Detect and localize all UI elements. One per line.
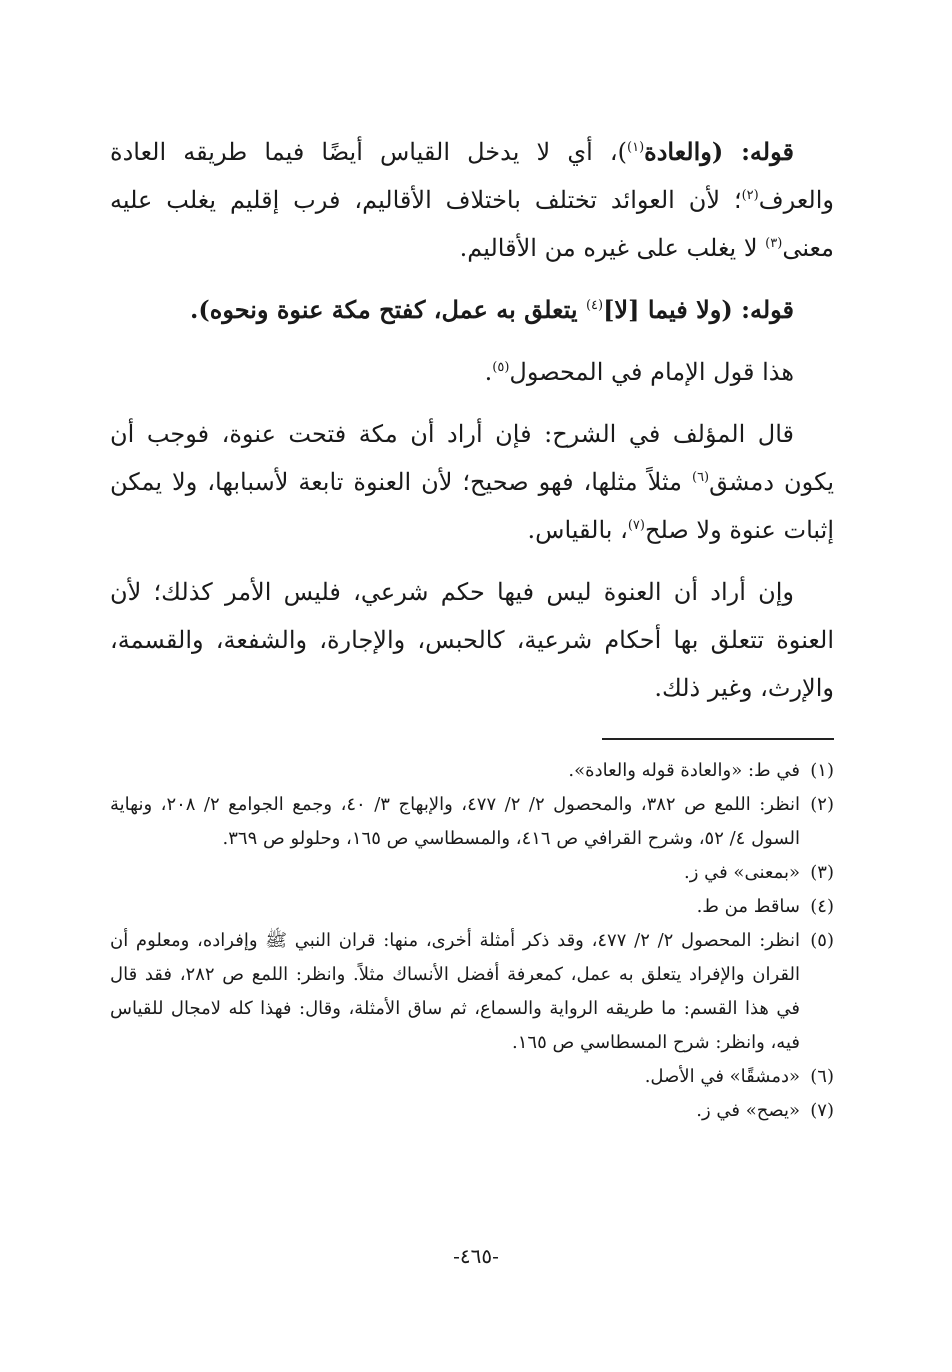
paragraph-text: . — [484, 358, 493, 386]
footnote-ref[interactable]: (٥) — [492, 360, 510, 375]
paragraph-3 — [110, 348, 834, 396]
footnote-5 — [110, 924, 834, 1060]
footnote-text: «دمشقًا» في الأصل. — [644, 1066, 800, 1087]
footnote-number: (١) — [810, 760, 834, 781]
footnote-4 — [110, 890, 834, 924]
paragraph-text: لا يغلب على غيره من الأقاليم. — [459, 234, 766, 262]
paragraph-text: ، بالقياس. — [527, 516, 628, 544]
footnote-1 — [110, 754, 834, 788]
quote-close: ). — [190, 295, 210, 324]
footnote-number: (٦) — [810, 1066, 834, 1087]
footnote-number: (٥) — [810, 930, 834, 951]
footnote-number: (٢) — [810, 794, 834, 815]
quoted-term-2a: ولا فيما [لا] — [603, 295, 722, 324]
footnote-6 — [110, 1060, 834, 1094]
paragraph-text: هذا قول الإمام في المحصول — [509, 358, 794, 386]
footnote-text: «يصح» في ز. — [696, 1100, 800, 1121]
footnote-text: في ط: «والعادة قوله والعادة». — [568, 760, 800, 781]
footnote-2 — [110, 788, 834, 856]
footnote-3 — [110, 856, 834, 890]
page-number: -٤٦٥- — [453, 1244, 499, 1268]
footnote-text: «بمعنى» في ز. — [683, 862, 800, 883]
footnote-ref[interactable]: (٤) — [585, 298, 604, 313]
footnote-text: ساقط من ط. — [696, 896, 800, 917]
paragraph-text: ؛ لأن العوائد تختلف باختلاف الأقاليم، فرب إقليم يغلب عليه معنى — [110, 186, 834, 262]
footnote-number: (٧) — [810, 1100, 834, 1121]
footnotes — [110, 754, 834, 1128]
paragraph-text: قال المؤلف في الشرح: فإن أراد أن مكة فتحت عنوة، فوجب أن يكون دمشق — [110, 420, 835, 496]
footnote-text: انظر: المحصول ٢/ ٢/ ٤٧٧، وقد ذكر أمثلة أخرى، منها: قران النبي ﷺ وإفراده، ومعلوم أن القران والإفراد يتعلق به عمل، كمعرفة أفضل الأنساك مثلاً. وانظر: اللمع ص ٢٨٢، فقد قال في هذا القسم: ما طريقه الرواية والسماع، ثم ساق الأمثلة، وقال: فهذا كله لامجال للقياس فيه، وانظر: شرح المسطاسي ص ١٦٥. — [110, 930, 801, 1053]
footnote-number: (٤) — [810, 896, 834, 917]
quoted-term-1: والعادة — [644, 137, 712, 166]
footnote-ref[interactable]: (٢) — [741, 188, 759, 203]
paragraph-4 — [110, 410, 834, 554]
qawluhu-label-1: قوله: ( — [711, 137, 794, 166]
footnote-separator — [602, 738, 834, 740]
footnote-ref[interactable]: (١) — [627, 140, 645, 155]
footnote-7 — [110, 1094, 834, 1128]
paragraph-text: وإن أراد أن العنوة ليس فيها حكم شرعي، فليس الأمر كذلك؛ لأن العنوة تتعلق بها أحكام شرعية، كالحبس، والإجارة، والشفعة، والقسمة، والإرث، وغير ذلك. — [110, 578, 834, 702]
footnote-ref[interactable]: (٧) — [627, 518, 645, 533]
footnote-text: انظر: اللمع ص ٣٨٢، والمحصول ٢/ ٢/ ٤٧٧، والإبهاج ٣/ ٤٠، وجمع الجوامع ٢/ ٢٠٨، ونهاية السول ٤/ ٥٢، وشرح القرافي ص ٤١٦، والمسطاسي ص ١٦٥، وحلولو ص ٣٦٩. — [110, 794, 801, 849]
qawluhu-label-2: قوله: ( — [721, 295, 794, 324]
paragraph-text: مثلاً مثلها، فهو صحيح؛ لأن العنوة تابعة لأسبابها، ولا يمكن إثبات عنوة ولا صلح — [110, 468, 834, 544]
paragraph-5 — [110, 568, 834, 712]
footnote-number: (٣) — [810, 862, 834, 883]
paragraph-1 — [110, 128, 834, 272]
page-content — [110, 128, 834, 1128]
footnote-ref[interactable]: (٣) — [765, 236, 783, 251]
quoted-term-2b: يتعلق به عمل، كفتح مكة عنوة ونحوه — [209, 295, 586, 324]
paragraph-2 — [110, 286, 834, 334]
footnote-ref[interactable]: (٦) — [691, 470, 710, 485]
paragraph-text: )، أي لا يدخل القياس أيضًا فيما طريقه العادة والعرف — [110, 138, 834, 214]
main-text — [110, 128, 834, 712]
